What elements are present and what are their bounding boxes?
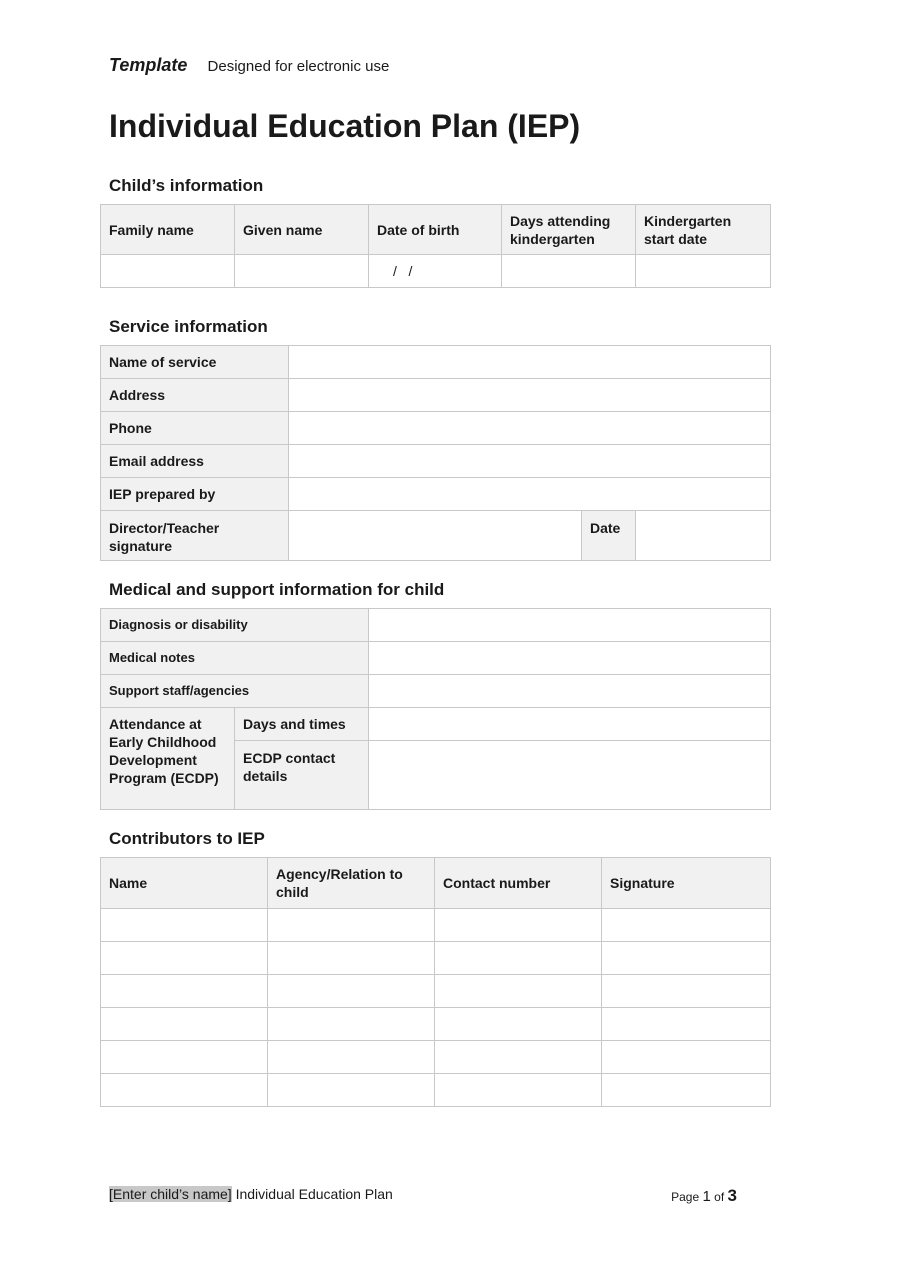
contributor-agency-cell[interactable] (268, 1074, 435, 1107)
contributor-name-cell[interactable] (101, 1041, 268, 1074)
support-staff-field[interactable] (369, 675, 771, 708)
contributor-contact-cell[interactable] (435, 1041, 602, 1074)
days-times-field[interactable] (369, 708, 771, 741)
contributors-heading: Contributors to IEP (109, 829, 265, 848)
days-attending-header: Days attending kindergarten (502, 205, 636, 255)
ecdp-contact-label: ECDP contact details (235, 741, 369, 810)
medical-info-table (100, 608, 771, 810)
phone-label: Phone (101, 412, 289, 445)
ecdp-contact-field[interactable] (369, 741, 771, 810)
contributor-name-cell[interactable] (101, 1008, 268, 1041)
date-label: Date (582, 511, 636, 561)
service-info-table (100, 345, 771, 561)
page-number: Page 1 of 3 (671, 1186, 737, 1205)
template-subtitle: Designed for electronic use (207, 58, 390, 75)
contributor-agency-cell[interactable] (268, 1008, 435, 1041)
contributor-row (101, 1074, 771, 1107)
signature-field[interactable] (289, 511, 582, 561)
contributor-row (101, 1008, 771, 1041)
days-times-label: Days and times (235, 708, 369, 741)
medical-info-heading: Medical and support information for child (109, 580, 445, 599)
support-staff-label: Support staff/agencies (101, 675, 369, 708)
contributor-contact-cell[interactable] (435, 909, 602, 942)
contributor-row (101, 942, 771, 975)
contributor-agency-cell[interactable] (268, 975, 435, 1008)
contributor-agency-header: Agency/Relation to child (268, 858, 435, 909)
document-footer (109, 1186, 737, 1205)
child-info-table (100, 204, 771, 288)
date-of-birth-header: Date of birth (369, 205, 502, 255)
given-name-field[interactable] (235, 255, 369, 288)
kindergarten-start-header: Kindergarten start date (636, 205, 771, 255)
contributor-signature-cell[interactable] (602, 1074, 771, 1107)
contributor-contact-cell[interactable] (435, 975, 602, 1008)
contributor-row (101, 975, 771, 1008)
date-of-birth-field[interactable] (369, 255, 502, 288)
service-name-field[interactable] (289, 346, 771, 379)
kindergarten-start-field[interactable] (636, 255, 771, 288)
family-name-field[interactable] (101, 255, 235, 288)
medical-notes-label: Medical notes (101, 642, 369, 675)
contributor-contact-cell[interactable] (435, 1074, 602, 1107)
address-label: Address (101, 379, 289, 412)
signature-label: Director/Teacher signature (101, 511, 289, 561)
diagnosis-label: Diagnosis or disability (101, 609, 369, 642)
contributor-name-cell[interactable] (101, 975, 268, 1008)
footer-doc-name: Individual Education Plan (235, 1186, 393, 1202)
iep-prepared-by-label: IEP prepared by (101, 478, 289, 511)
days-attending-field[interactable] (502, 255, 636, 288)
address-field[interactable] (289, 379, 771, 412)
family-name-header: Family name (101, 205, 235, 255)
email-field[interactable] (289, 445, 771, 478)
dob-slashes: / / (393, 263, 413, 279)
given-name-header: Given name (235, 205, 369, 255)
contributor-agency-cell[interactable] (268, 909, 435, 942)
contributor-name-cell[interactable] (101, 942, 268, 975)
phone-field[interactable] (289, 412, 771, 445)
contributor-agency-cell[interactable] (268, 942, 435, 975)
contributor-signature-cell[interactable] (602, 975, 771, 1008)
contributor-signature-cell[interactable] (602, 1008, 771, 1041)
page-title: Individual Education Plan (IEP) (109, 108, 581, 144)
contributor-contact-cell[interactable] (435, 942, 602, 975)
template-label: Template (109, 55, 188, 75)
contributors-table (100, 857, 771, 1107)
contributor-row (101, 909, 771, 942)
child-info-heading: Child’s information (109, 176, 264, 195)
email-label: Email address (101, 445, 289, 478)
diagnosis-field[interactable] (369, 609, 771, 642)
contributor-name-cell[interactable] (101, 909, 268, 942)
child-name-placeholder[interactable]: [Enter child’s name] (109, 1186, 232, 1202)
service-name-label: Name of service (101, 346, 289, 379)
contributor-signature-cell[interactable] (602, 909, 771, 942)
iep-prepared-by-field[interactable] (289, 478, 771, 511)
date-field[interactable] (636, 511, 771, 561)
contributor-contact-cell[interactable] (435, 1008, 602, 1041)
attendance-label: Attendance at Early Childhood Development Program (ECDP) (101, 708, 235, 810)
document-header (109, 55, 389, 76)
contributor-signature-cell[interactable] (602, 942, 771, 975)
contributor-name-cell[interactable] (101, 1074, 268, 1107)
contributor-contact-header: Contact number (435, 858, 602, 909)
contributor-name-header: Name (101, 858, 268, 909)
medical-notes-field[interactable] (369, 642, 771, 675)
contributor-signature-header: Signature (602, 858, 771, 909)
contributor-row (101, 1041, 771, 1074)
contributor-signature-cell[interactable] (602, 1041, 771, 1074)
contributor-agency-cell[interactable] (268, 1041, 435, 1074)
service-info-heading: Service information (109, 317, 268, 336)
